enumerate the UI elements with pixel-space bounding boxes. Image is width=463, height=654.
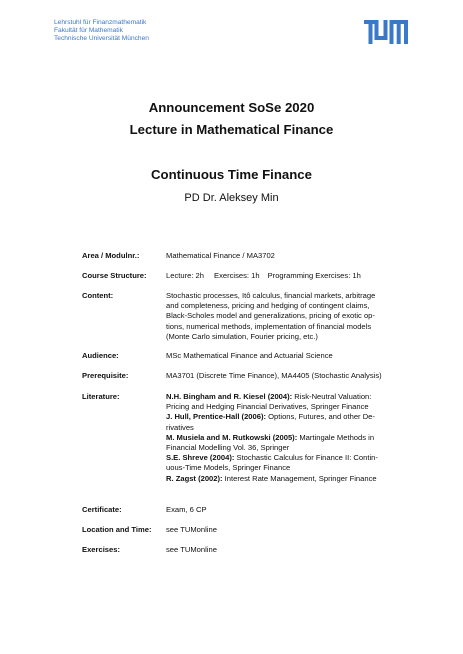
literature-title: Interest Rate Management, Springer Finance xyxy=(222,473,377,483)
literature-author: N.H. Bingham and R. Kiesel (2004): xyxy=(166,392,293,401)
literature-author: M. Musiela and M. Rutkowski (2005): xyxy=(166,432,298,442)
lecturer-name: PD Dr. Aleksey Min xyxy=(184,192,279,204)
literature-entry xyxy=(166,474,416,484)
literature-continuation: uous-Time Models, Springer Finance xyxy=(166,463,291,473)
literature-title: Options, Futures, and other De- xyxy=(266,412,375,422)
structure-label: Course Structure: xyxy=(82,271,147,280)
literature-author: S.E. Shreve (2004): xyxy=(166,453,235,463)
institution-university: Technische Universität München xyxy=(54,35,149,43)
structure-programming: Programming Exercises: 1h xyxy=(267,271,361,280)
certificate-value: Exam, 6 CP xyxy=(166,505,207,514)
content-line: and completeness, pricing and hedging of contingent claims, xyxy=(166,301,370,311)
literature-author: J. Hull, Prentice-Hall (2006): xyxy=(166,412,267,422)
location-value: see TUMonline xyxy=(166,525,217,534)
literature-entry xyxy=(166,412,416,422)
audience-value: MSc Mathematical Finance and Actuarial Science xyxy=(166,351,333,360)
content-line: (Monte Carlo simulation, Fourier pricing, etc.) xyxy=(166,331,318,341)
literature-entry xyxy=(166,433,416,443)
institution-chair: Lehrstuhl für Finanzmathematik xyxy=(54,19,147,26)
content-label: Content: xyxy=(82,291,114,300)
audience-label: Audience: xyxy=(82,351,119,360)
area-label: Area / Modulnr.: xyxy=(82,251,140,260)
prerequisite-label: Prerequisite: xyxy=(82,371,129,380)
content-line: Stochastic processes, Itô calculus, financial markets, arbitrage xyxy=(166,291,376,300)
lecture-title: Lecture in Mathematical Finance xyxy=(129,122,334,137)
exercises-value: see TUMonline xyxy=(166,545,217,554)
literature-author: R. Zagst (2002): xyxy=(166,473,223,483)
literature-title: Stochastic Calculus for Finance II: Contin- xyxy=(234,453,378,463)
content-line: tions, numerical methods, implementation of financial models xyxy=(166,321,372,331)
literature-label: Literature: xyxy=(82,392,120,401)
literature-title: Risk-Neutral Valuation: xyxy=(292,392,372,401)
tum-logo xyxy=(364,20,408,44)
area-value: Mathematical Finance / MA3702 xyxy=(166,251,275,260)
literature-title: Martingale Methods in xyxy=(297,432,375,442)
course-title: Continuous Time Finance xyxy=(151,167,312,182)
structure-lecture: Lecture: 2h xyxy=(166,271,204,280)
prerequisite-value: MA3701 (Discrete Time Finance), MA4405 (Stochastic Analysis) xyxy=(166,371,382,380)
structure-exercises: Exercises: 1h xyxy=(214,271,260,280)
literature-entry xyxy=(166,392,416,402)
institution-faculty: Fakultät für Mathematik xyxy=(54,27,123,35)
certificate-label: Certificate: xyxy=(82,505,122,514)
content-line: Black-Scholes model and generalizations, pricing of exotic op- xyxy=(166,311,375,321)
literature-continuation: rivatives xyxy=(166,422,194,432)
literature-continuation: Pricing and Hedging Financial Derivatives, Springer Finance xyxy=(166,402,369,412)
institution-block xyxy=(54,19,149,44)
exercises-label: Exercises: xyxy=(82,545,120,554)
location-label: Location and Time: xyxy=(82,525,152,534)
announcement-title: Announcement SoSe 2020 xyxy=(148,100,315,115)
literature-entry xyxy=(166,453,416,463)
literature-continuation: Financial Modelling Vol. 36, Springer xyxy=(166,443,290,453)
